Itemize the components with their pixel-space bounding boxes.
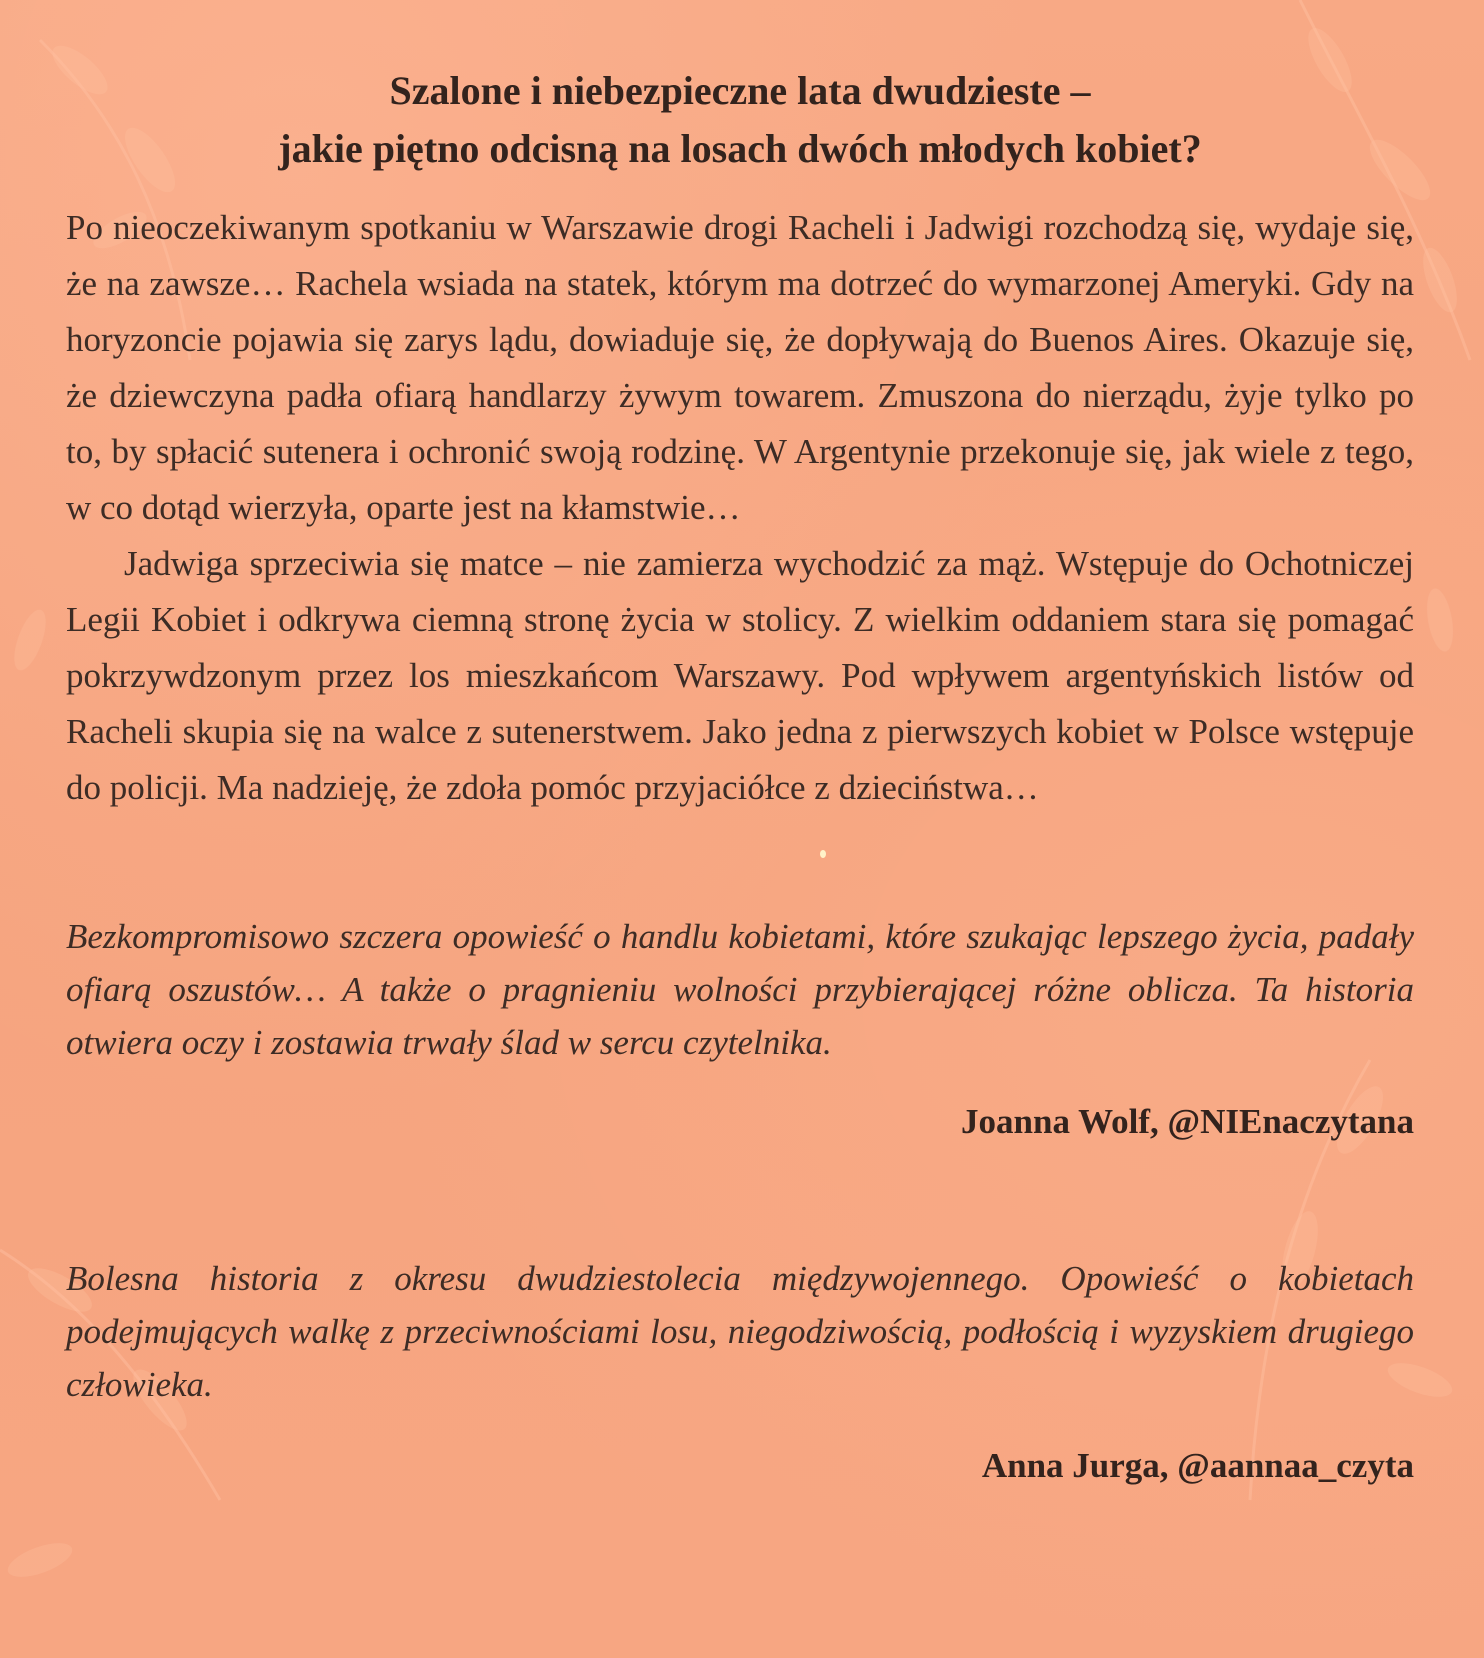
synopsis-paragraph-2: Jadwiga sprzeciwia się matce – nie zamierza wychodzić za mąż. Wstępuje do Ochotniczej Legii Kobiet i odkrywa ciemną stronę życia w stolicy. Z wielkim oddaniem stara się pomagać pokrzywdzonym przez los mieszkańcom Warszawy. Pod wpływem argentyńskich listów od Racheli skupia się na walce z sutenerstwem. Jako jedna z pierwszych kobiet w Polsce wstępuje do policji. Ma nadzieję, że zdoła pomóc przyjaciółce z dzieciństwa… <box>66 544 1414 807</box>
blurb-quote-1: Bezkompromisowo szczera opowieść o handlu kobietami, które szukając lepszego życia, padały ofiarą oszustów… A także o pragnieniu wolności przybierającej różne oblicza. Ta historia otwiera oczy i zostawia trwały ślad w sercu czytelnika. <box>66 917 1414 1062</box>
blurb-author-1: Joanna Wolf, @NIEnaczytana <box>961 1102 1414 1141</box>
headline-line-2: jakie piętno odcisną na losach dwóch młodych kobiet? <box>278 126 1202 171</box>
headline <box>66 62 1414 178</box>
synopsis-paragraph-1: Po nieoczekiwanym spotkaniu w Warszawie drogi Racheli i Jadwigi rozchodzą się, wydaje się, że na zawsze… Rachela wsiada na statek, którym ma dotrzeć do wymarzonej Ameryki. Gdy na horyzoncie pojawia się zarys lądu, dowiaduje się, że dopływają do Buenos Aires. Okazuje się, że dziewczyna padła ofiarą handlarzy żywym towarem. Zmuszona do nierządu, żyje tylko po to, by spłacić sutenera i ochronić swoją rodzinę. W Argentynie przekonuje się, jak wiele z tego, w co dotąd wierzyła, oparte jest na kłamstwie… <box>66 208 1414 527</box>
text-column <box>66 62 1414 1491</box>
blurb-author-2: Anna Jurga, @aannaa_czyta <box>981 1446 1414 1485</box>
blurb-quote-2: Bolesna historia z okresu dwudziestolecia międzywojennego. Opowieść o kobietach podejmujących walkę z przeciwnościami losu, niegodziwością, podłością i wyzyskiem drugiego człowieka. <box>66 1259 1414 1404</box>
headline-line-1: Szalone i niebezpieczne lata dwudzieste – <box>389 68 1091 113</box>
ornament-dot <box>820 850 826 858</box>
